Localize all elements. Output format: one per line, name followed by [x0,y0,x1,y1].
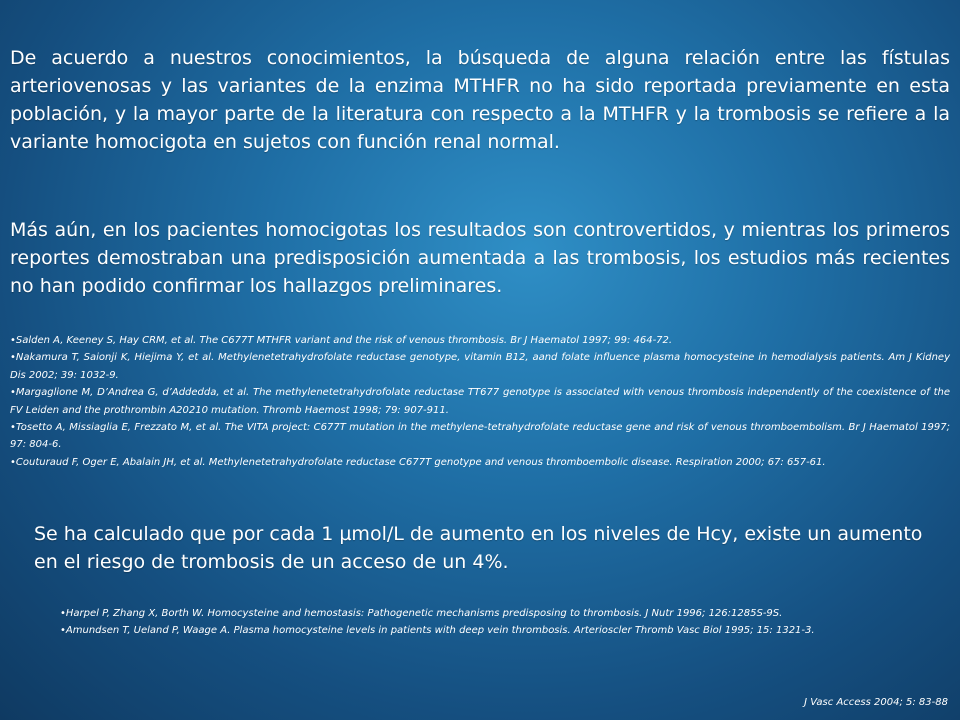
reference-list-2 [60,605,940,640]
reference-item: • Tosetto A, Missiaglia E, Frezzato M, et al. The VITA project: C677T mutation in the methylene-tetrahydrofolate reductase gene and risk of venous thromboembolism. Br J Haematol 1997; 97: 804-6. [10,419,950,454]
paragraph-mthfr-literature: De acuerdo a nuestros conocimientos, la búsqueda de alguna relación entre las fístulas arteriovenosas y las variantes de la enzima MTHFR no ha sido reportada previamente en esta población, y la mayor parte de la literatura con respecto a la MTHFR y la trombosis se refiere a la variante homocigota en sujetos con función renal normal. [10,47,950,153]
reference-item: • Amundsen T, Ueland P, Waage A. Plasma homocysteine levels in patients with deep vein thrombosis. Arterioscler Thromb Vasc Biol 1995; 15: 1321-3. [60,622,940,639]
reference-item: • Margaglione M, D’Andrea G, d’Addedda, et al. The methylenetetrahydrofolate reductase TT677 genotype is associated with venous thrombosis independently of the coexistence of the FV Leiden and the prothrombin A20210 mutation. Thromb Haemost 1998; 79: 907-911. [10,384,950,419]
reference-item: • Salden A, Keeney S, Hay CRM, et al. The C677T MTHFR variant and the risk of venous thrombosis. Br J Haematol 1997; 99: 464-72. [10,332,950,349]
paragraph-hcy-risk: Se ha calculado que por cada 1 µmol/L de aumento en los niveles de Hcy, existe un aumento en el riesgo de trombosis de un acceso de un 4%. [34,523,923,573]
reference-item: • Couturaud F, Oger E, Abalain JH, et al. Methylenetetrahydrofolate reductase C677T genotype and venous thromboembolic disease. Respiration 2000; 67: 657-61. [10,454,950,471]
reference-item: • Harpel P, Zhang X, Borth W. Homocysteine and hemostasis: Pathogenetic mechanisms predisposing to thrombosis. J Nutr 1996; 126:1285S-9S. [60,605,940,622]
reference-item: • Nakamura T, Saionji K, Hiejima Y, et al. Methylenetetrahydrofolate reductase genotype, vitamin B12, aand folate influence plasma homocysteine in hemodialysis patients. Am J Kidney Dis 2002; 39: 1032-9. [10,349,950,384]
paragraph-homozygous-results: Más aún, en los pacientes homocigotas los resultados son controvertidos, y mientras los primeros reportes demostraban una predisposición aumentada a las trombosis, los estudios más recientes no han podido confirmar los hallazgos preliminares. [10,219,950,297]
source-citation: J Vasc Access 2004; 5: 83-88 [804,697,948,708]
reference-list-1 [10,332,950,471]
